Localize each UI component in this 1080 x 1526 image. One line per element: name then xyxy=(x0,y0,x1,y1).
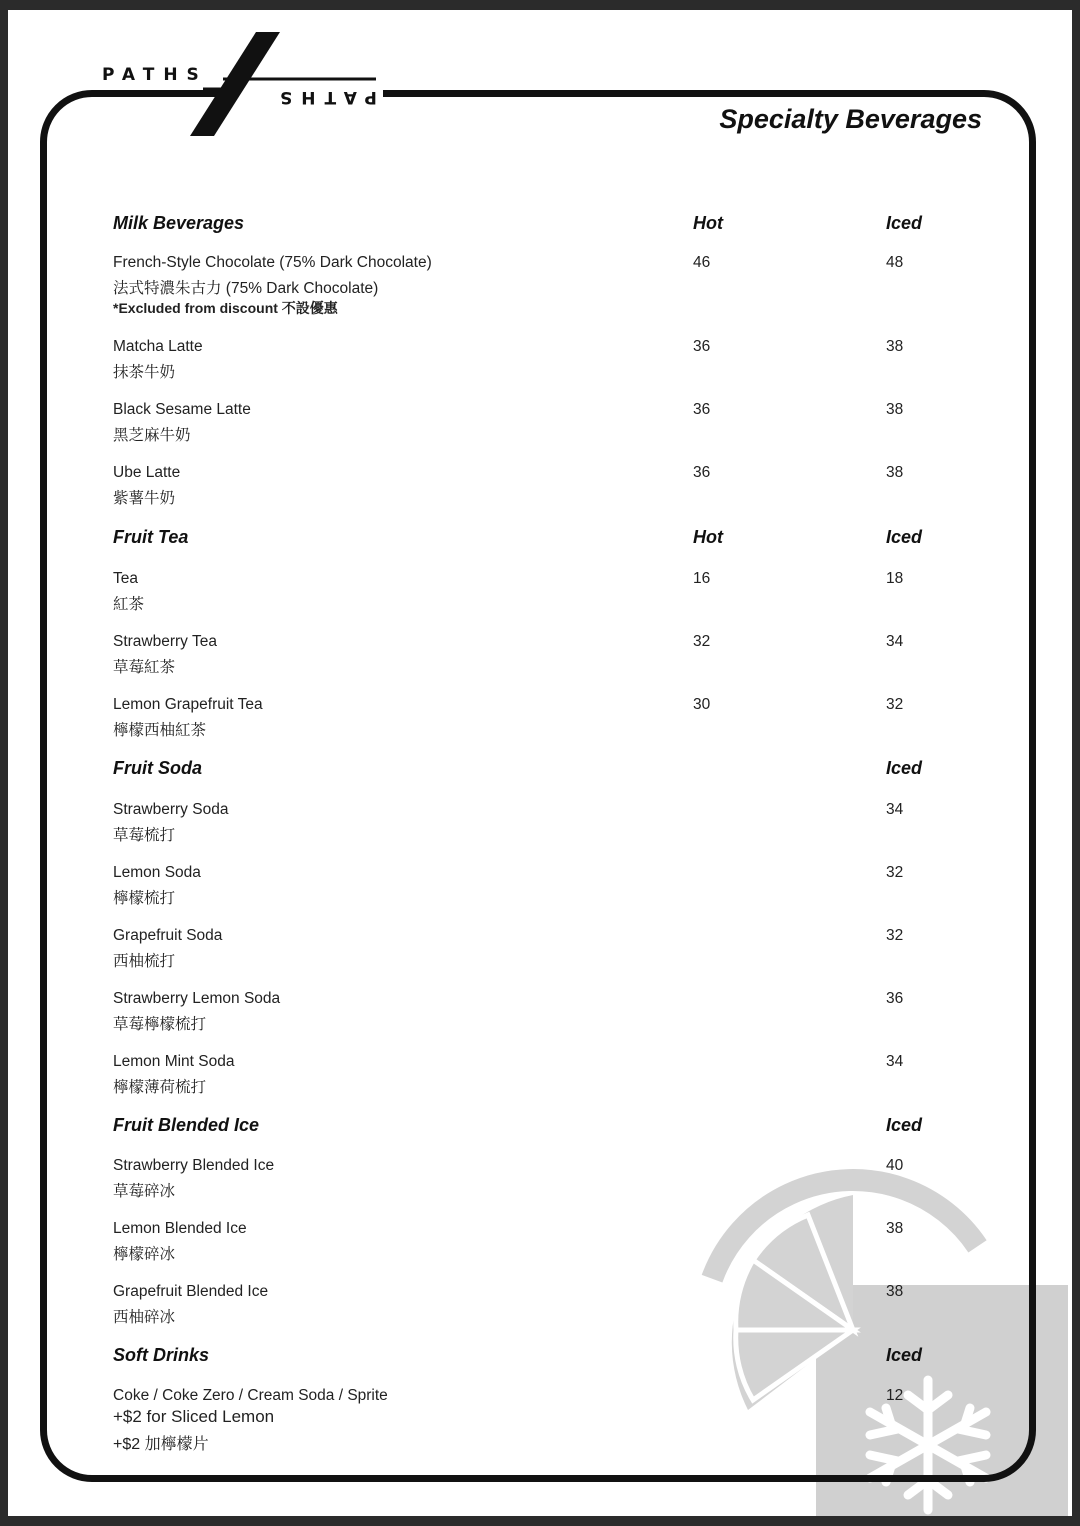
iced-price: 36 xyxy=(886,990,904,1007)
iced-price: 38 xyxy=(886,401,904,418)
item-name-en: Lemon Mint Soda xyxy=(113,1053,235,1070)
item-name-zh: 檸檬梳打 xyxy=(113,890,176,907)
item-name-zh: 黑芝麻牛奶 xyxy=(113,427,191,444)
item-addon-en: +$2 for Sliced Lemon xyxy=(113,1407,275,1426)
item-name-en: Strawberry Tea xyxy=(113,633,217,650)
hot-price: 30 xyxy=(693,696,711,713)
item-name-en: Lemon Grapefruit Tea xyxy=(113,696,263,713)
section-name: Fruit Soda xyxy=(113,758,202,778)
iced-header: Iced xyxy=(886,1115,923,1135)
section-name: Fruit Tea xyxy=(113,527,189,547)
item-name-en: Strawberry Blended Ice xyxy=(113,1157,275,1174)
iced-header: Iced xyxy=(886,1345,923,1365)
brand-name: PATHS xyxy=(102,65,208,85)
iced-price: 48 xyxy=(886,254,904,271)
item-name-zh: 法式特濃朱古力 (75% Dark Chocolate) xyxy=(113,280,379,297)
iced-price: 38 xyxy=(886,1220,904,1237)
iced-price: 32 xyxy=(886,927,904,944)
menu-page xyxy=(8,10,1072,1516)
iced-price: 38 xyxy=(886,464,904,481)
iced-header: Iced xyxy=(886,527,923,547)
item-name-en: Black Sesame Latte xyxy=(113,401,251,418)
section-name: Fruit Blended Ice xyxy=(113,1115,260,1135)
iced-price: 32 xyxy=(886,864,904,881)
hot-price: 16 xyxy=(693,570,711,587)
hot-price: 46 xyxy=(693,254,711,271)
item-name-en: Grapefruit Soda xyxy=(113,927,223,944)
item-name-zh: 檸檬薄荷梳打 xyxy=(113,1079,207,1096)
item-name-en: Strawberry Lemon Soda xyxy=(113,990,281,1007)
iced-price: 40 xyxy=(886,1157,904,1174)
brand-name-mirrored: PATHS xyxy=(271,87,377,107)
iced-price: 34 xyxy=(886,1053,904,1070)
section-name: Soft Drinks xyxy=(113,1345,210,1365)
item-name-en: Coke / Coke Zero / Cream Soda / Sprite xyxy=(113,1387,388,1404)
item-name-zh: 西柚碎冰 xyxy=(113,1309,176,1326)
iced-price: 34 xyxy=(886,633,904,650)
item-addon-zh: +$2 加檸檬片 xyxy=(113,1436,209,1453)
item-name-en: French-Style Chocolate (75% Dark Chocolate) xyxy=(113,254,432,271)
iced-price: 34 xyxy=(886,801,904,818)
iced-price: 12 xyxy=(886,1387,904,1404)
iced-price: 38 xyxy=(886,338,904,355)
item-name-zh: 草莓碎冰 xyxy=(113,1183,176,1200)
iced-header: Iced xyxy=(886,213,923,233)
item-name-zh: 西柚梳打 xyxy=(113,953,176,970)
section-name: Milk Beverages xyxy=(113,213,245,233)
iced-price: 38 xyxy=(886,1283,904,1300)
item-name-zh: 檸檬西柚紅茶 xyxy=(113,722,207,739)
item-name-zh: 草莓檸檬梳打 xyxy=(113,1016,207,1033)
item-name-en: Strawberry Soda xyxy=(113,801,229,818)
item-note: *Excluded from discount 不設優惠 xyxy=(113,300,338,316)
hot-price: 32 xyxy=(693,633,711,650)
item-name-zh: 草莓紅茶 xyxy=(113,659,176,676)
iced-price: 32 xyxy=(886,696,904,713)
item-name-zh: 抹茶牛奶 xyxy=(113,364,176,381)
item-name-en: Lemon Blended Ice xyxy=(113,1220,247,1237)
item-name-en: Grapefruit Blended Ice xyxy=(113,1283,269,1300)
page-title: Specialty Beverages xyxy=(719,104,982,134)
item-name-zh: 紫薯牛奶 xyxy=(113,490,176,507)
item-name-zh: 檸檬碎冰 xyxy=(113,1246,176,1263)
hot-price: 36 xyxy=(693,338,711,355)
hot-price: 36 xyxy=(693,401,711,418)
hot-header: Hot xyxy=(693,213,723,233)
item-name-en: Tea xyxy=(113,570,138,587)
iced-header: Iced xyxy=(886,758,923,778)
item-name-zh: 草莓梳打 xyxy=(113,827,176,844)
hot-price: 36 xyxy=(693,464,711,481)
hot-header: Hot xyxy=(693,527,723,547)
item-name-en: Ube Latte xyxy=(113,464,181,481)
item-name-en: Matcha Latte xyxy=(113,338,203,355)
iced-price: 18 xyxy=(886,570,904,587)
menu-content xyxy=(8,10,1072,1516)
item-name-zh: 紅茶 xyxy=(113,596,145,613)
item-name-en: Lemon Soda xyxy=(113,864,201,881)
